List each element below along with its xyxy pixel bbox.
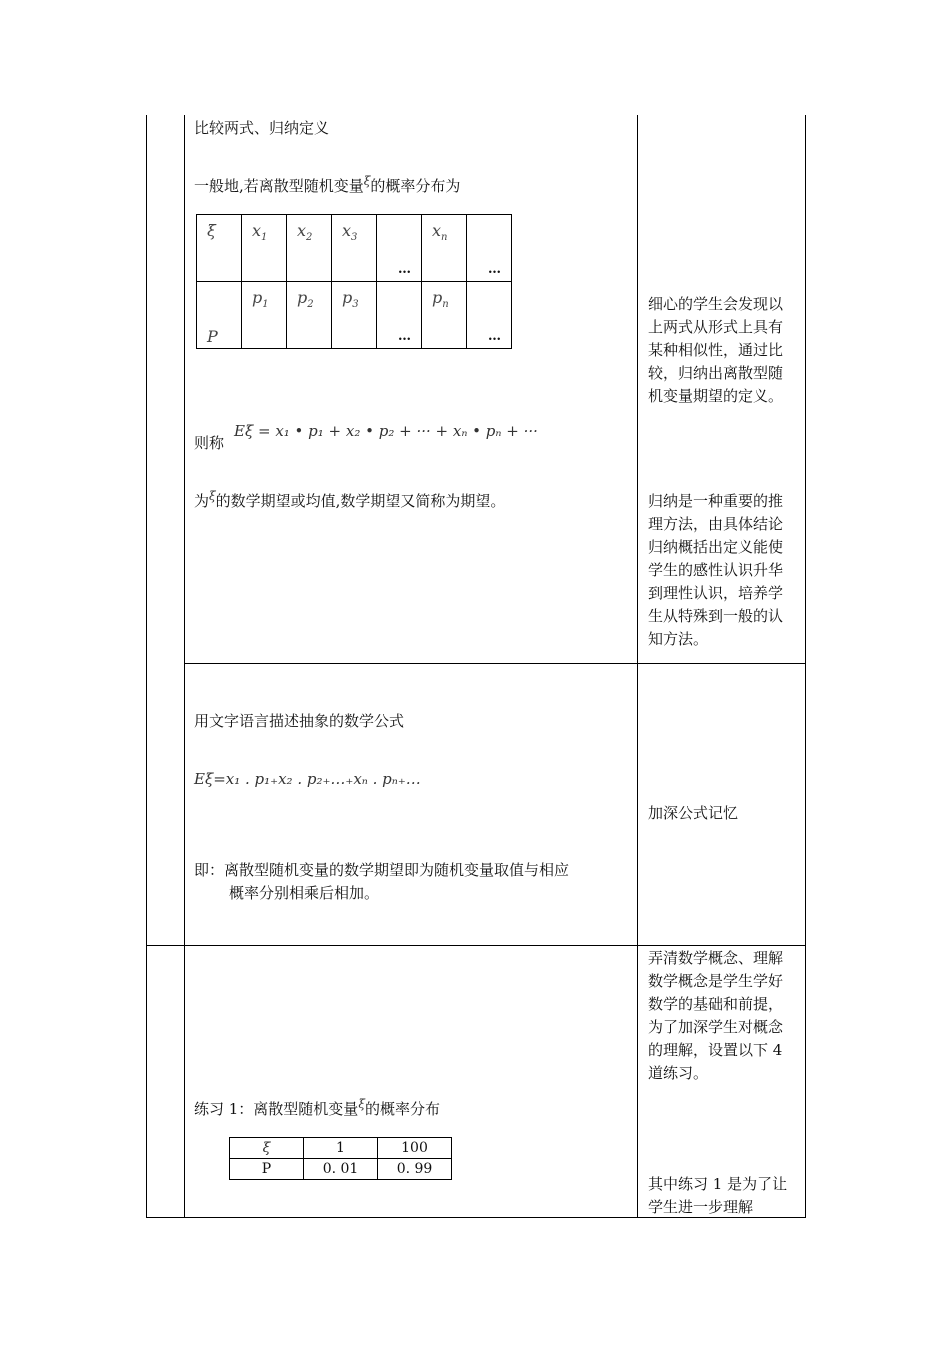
- note-concept: 弄清数学概念、理解数学概念是学生学好数学的基础和前提，为了加深学生对概念的理解，设置以下 4 道练习。: [648, 949, 784, 1082]
- exercise-1-title: [194, 1094, 440, 1119]
- note-exercise-1: 其中练习 1 是为了让学生进一步理解: [648, 1175, 788, 1216]
- xi-symbol-2: ξ: [209, 489, 216, 503]
- note-induction: 归纳是一种重要的推理方法，由具体结论归纳概括出定义能使学生的感性认识升华到理性认识，培养学生从特殊到一般的认知方法。: [648, 492, 784, 648]
- table-left-border: [146, 115, 147, 1218]
- table-col-divider-1: [184, 115, 185, 1218]
- dist-cell-x1: $x_1$: [242, 215, 287, 282]
- ex-header-xi: ξ: [230, 1138, 304, 1159]
- ex-row-099: 0. 99: [378, 1159, 452, 1180]
- dist-cell-xn: $x_n$: [422, 215, 467, 282]
- exercise-before: 练习 1：离散型随机变量: [194, 1100, 359, 1118]
- row-divider-1: [184, 663, 806, 664]
- dist-cell-dots1: …: [377, 215, 422, 282]
- explain-line-1: 即：离散型随机变量的数学期望即为随机变量取值与相应: [194, 861, 570, 879]
- exercise-after: 的概率分布: [364, 1100, 440, 1118]
- intro-after: 的概率分布为: [370, 177, 461, 195]
- section1-heading: 比较两式、归纳定义: [194, 119, 330, 137]
- dist-cell-p-label: P: [197, 282, 242, 349]
- note-similarity: 细心的学生会发现以上两式从形式上具有某种相似性，通过比较，归纳出离散型随机变量期望的定义。: [648, 295, 784, 405]
- dist-cell-pn: $p_n$: [422, 282, 467, 349]
- table-col-divider-2: [637, 115, 638, 1218]
- then-call-label: 则称: [194, 434, 225, 452]
- dist-cell-p2: $p_2$: [287, 282, 332, 349]
- dist-cell-dots4: …: [467, 282, 512, 349]
- distribution-intro: [194, 171, 460, 196]
- distribution-table: [196, 214, 512, 349]
- ex-row-001: 0. 01: [304, 1159, 378, 1180]
- explain-line-2: 概率分别相乘后相加。: [229, 884, 380, 902]
- def-after: 的数学期望或均值,数学期望又简称为期望。: [215, 492, 506, 510]
- xi-symbol-3: ξ: [358, 1097, 365, 1111]
- row-divider-2: [146, 945, 806, 946]
- exercise-table: [229, 1137, 452, 1180]
- dist-cell-xi: ξ: [197, 215, 242, 282]
- dist-cell-dots2: …: [467, 215, 512, 282]
- dist-cell-p1: $p_1$: [242, 282, 287, 349]
- def-before: 为: [194, 492, 210, 510]
- dist-cell-dots3: …: [377, 282, 422, 349]
- table-right-border: [805, 115, 806, 1218]
- dist-cell-x3: $x_3$: [332, 215, 377, 282]
- verbal-formula: Eξ=x₁ . p₁₊x₂ . p₂₊…₊xₙ . pₙ₊…: [194, 770, 421, 788]
- ex-header-100: 100: [378, 1138, 452, 1159]
- dist-cell-x2: $x_2$: [287, 215, 332, 282]
- expectation-formula: Eξ = x₁ • p₁ + x₂ • p₂ + ··· + xₙ • pₙ + ···: [234, 422, 538, 440]
- dist-cell-p3: $p_3$: [332, 282, 377, 349]
- xi-symbol: ξ: [363, 174, 371, 188]
- definition-text: [194, 486, 505, 511]
- intro-before: 一般地,若离散型随机变量: [194, 177, 364, 195]
- ex-header-1: 1: [304, 1138, 378, 1159]
- ex-row-p: P: [230, 1159, 304, 1180]
- section2-heading: 用文字语言描述抽象的数学公式: [194, 712, 405, 730]
- note-memory: 加深公式记忆: [648, 804, 739, 822]
